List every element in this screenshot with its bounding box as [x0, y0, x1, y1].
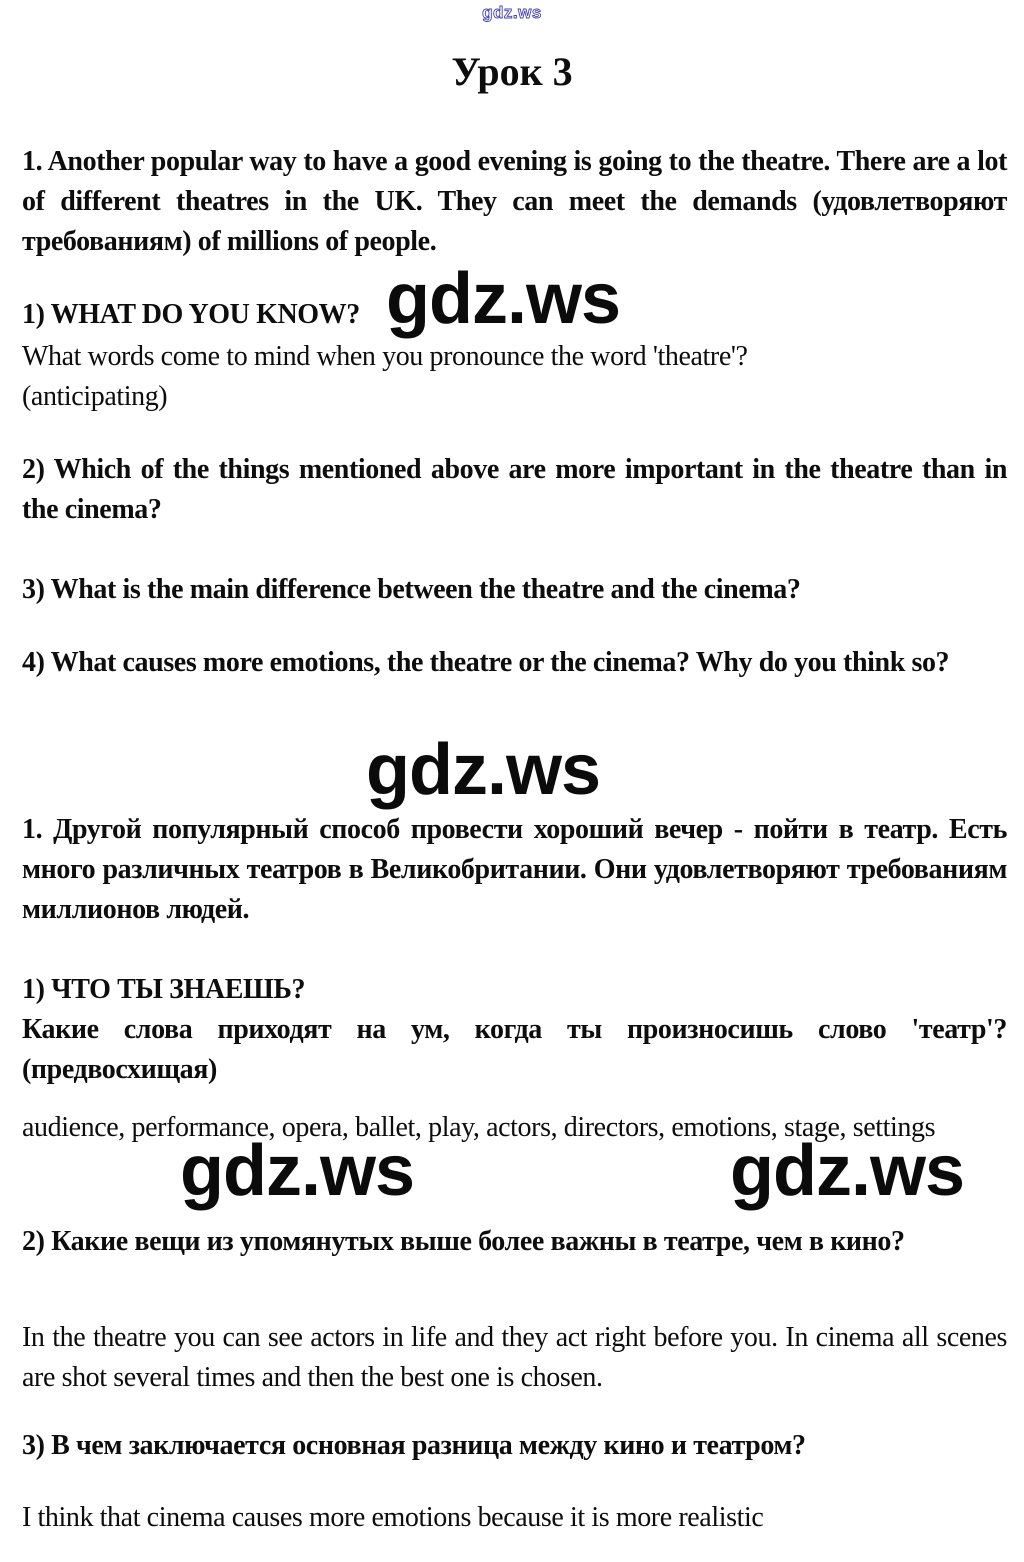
- gdz-watermark-center: gdz.ws: [366, 730, 601, 810]
- answer-question-3: I think that cinema causes more emotions because it is more realistic: [22, 1502, 764, 1533]
- question-1-note-en: (anticipating): [22, 381, 168, 412]
- intro-paragraph-en: 1. Another popular way to have a good evening is going to the theatre. There are a lot of different theatres in the UK. They can meet the demands (удовлетворяют требованиям) of millions of people.: [22, 146, 1007, 257]
- answer-question-2: In the theatre you can see actors in life and they act right before you. In cinema all scenes are shot several times and then the best one is chosen.: [22, 1322, 1007, 1393]
- question-4-en: 4) What causes more emotions, the theatre or the cinema? Why do you think so?: [22, 647, 950, 678]
- question-2-en: 2) Which of the things mentioned above are more important in the theatre than in the cinema?: [22, 454, 1007, 525]
- gdz-watermark-top: gdz.ws: [482, 3, 542, 22]
- question-3-ru: 3) В чем заключается основная разница между кино и театром?: [22, 1430, 806, 1461]
- lesson-title: Урок 3: [451, 49, 573, 94]
- gdz-watermark-right: gdz.ws: [730, 1131, 965, 1211]
- question-1-body-en: What words come to mind when you pronounce the word 'theatre'?: [22, 341, 748, 372]
- question-1-heading-en: 1) WHAT DO YOU KNOW?: [22, 299, 360, 330]
- gdz-watermark-left: gdz.ws: [180, 1131, 415, 1211]
- gdz-watermark-inline: gdz.ws: [386, 259, 621, 339]
- question-1-body-ru: Какие слова приходят на ум, когда ты произносишь слово 'театр'? (предвосхищая): [22, 1014, 1007, 1085]
- question-2-ru: 2) Какие вещи из упомянутых выше более важны в театре, чем в кино?: [22, 1226, 905, 1257]
- intro-paragraph-ru: 1. Другой популярный способ провести хороший вечер - пойти в театр. Есть много различных театров в Великобритании. Они удовлетворяют требованиям миллионов людей.: [22, 814, 1007, 925]
- question-3-en: 3) What is the main difference between the theatre and the cinema?: [22, 574, 801, 605]
- answer-word-list: audience, performance, opera, ballet, play, actors, directors, emotions, stage, settings: [22, 1112, 936, 1143]
- question-1-heading-ru: 1) ЧТО ТЫ ЗНАЕШЬ?: [22, 974, 306, 1005]
